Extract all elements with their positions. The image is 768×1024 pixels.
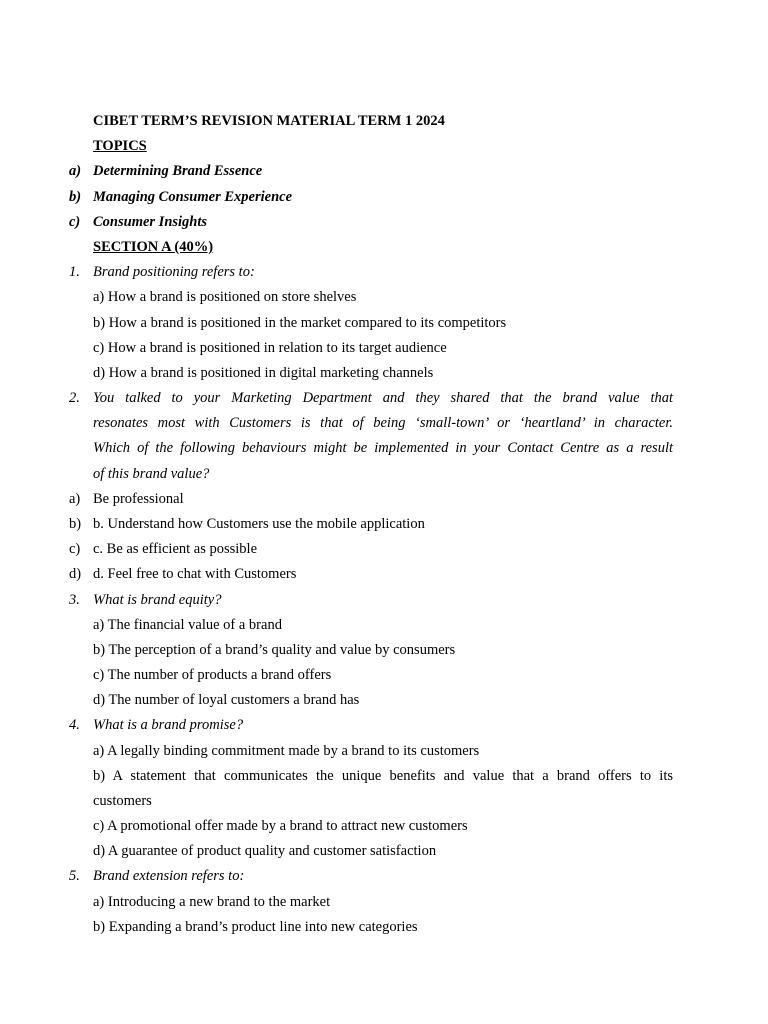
question-stem <box>69 260 673 285</box>
answer-option: b) How a brand is positioned in the market compared to its competitors <box>93 315 507 331</box>
answer-option: d) The number of loyal customers a brand has <box>93 692 360 708</box>
question-stem <box>69 713 673 738</box>
topic-item <box>69 159 673 184</box>
option-text: d. Feel free to chat with Customers <box>93 566 297 582</box>
answer-option: c) How a brand is positioned in relation to its target audience <box>93 340 447 356</box>
topic-marker: c) <box>69 214 81 230</box>
topic-marker: b) <box>69 189 82 205</box>
topic-text: Managing Consumer Experience <box>93 189 292 205</box>
question-stem <box>69 864 673 889</box>
answer-option: b) A statement that communicates the unique benefits and value that a brand offers to its <box>93 768 673 784</box>
option-marker: c) <box>69 541 81 557</box>
question-text-line: resonates most with Customers is that of being ‘small-town’ or ‘heartland’ in character. <box>93 415 673 431</box>
topic-item <box>69 210 673 235</box>
option-marker: b) <box>69 516 82 532</box>
question-text-line: Which of the following behaviours might be implemented in your Contact Centre as a result <box>93 440 673 456</box>
answer-option <box>69 537 673 562</box>
question-text: Brand extension refers to: <box>93 868 245 884</box>
option-text: Be professional <box>93 491 184 507</box>
section-heading: SECTION A (40%) <box>93 239 214 255</box>
question-text: You talked to your Marketing Department and they shared that the brand value that <box>93 390 673 406</box>
question-number: 5. <box>69 868 80 884</box>
question-stem <box>69 588 673 613</box>
option-marker: a) <box>69 491 81 507</box>
question-stem <box>69 386 673 411</box>
question-number: 4. <box>69 717 80 733</box>
answer-option <box>69 487 673 512</box>
option-marker: d) <box>69 566 82 582</box>
answer-option <box>69 512 673 537</box>
topic-marker: a) <box>69 163 82 179</box>
answer-option <box>69 562 673 587</box>
question-number: 3. <box>69 592 80 608</box>
option-text: b. Understand how Customers use the mobile application <box>93 516 425 532</box>
answer-option: c) A promotional offer made by a brand to attract new customers <box>93 818 468 834</box>
question-text: What is brand equity? <box>93 592 222 608</box>
document-title: CIBET TERM’S REVISION MATERIAL TERM 1 2024 <box>93 113 445 129</box>
question-text: What is a brand promise? <box>93 717 244 733</box>
option-text: c. Be as efficient as possible <box>93 541 258 557</box>
answer-option: a) The financial value of a brand <box>93 617 282 633</box>
answer-option: d) A guarantee of product quality and customer satisfaction <box>93 843 437 859</box>
answer-option: d) How a brand is positioned in digital marketing channels <box>93 365 434 381</box>
answer-option: c) The number of products a brand offers <box>93 667 332 683</box>
topics-heading: TOPICS <box>93 138 147 154</box>
answer-option: a) A legally binding commitment made by a brand to its customers <box>93 743 480 759</box>
answer-option: b) Expanding a brand’s product line into new categories <box>93 919 418 935</box>
question-number: 1. <box>69 264 80 280</box>
question-number: 2. <box>69 390 80 406</box>
topic-text: Determining Brand Essence <box>93 163 263 179</box>
question-text-line: of this brand value? <box>93 466 210 482</box>
answer-option: a) Introducing a new brand to the market <box>93 894 331 910</box>
answer-option: b) The perception of a brand’s quality and value by consumers <box>93 642 456 658</box>
topic-item <box>69 185 673 210</box>
answer-option: a) How a brand is positioned on store shelves <box>93 289 357 305</box>
answer-option-continuation: customers <box>93 793 152 809</box>
question-text: Brand positioning refers to: <box>93 264 255 280</box>
topic-text: Consumer Insights <box>93 214 208 230</box>
